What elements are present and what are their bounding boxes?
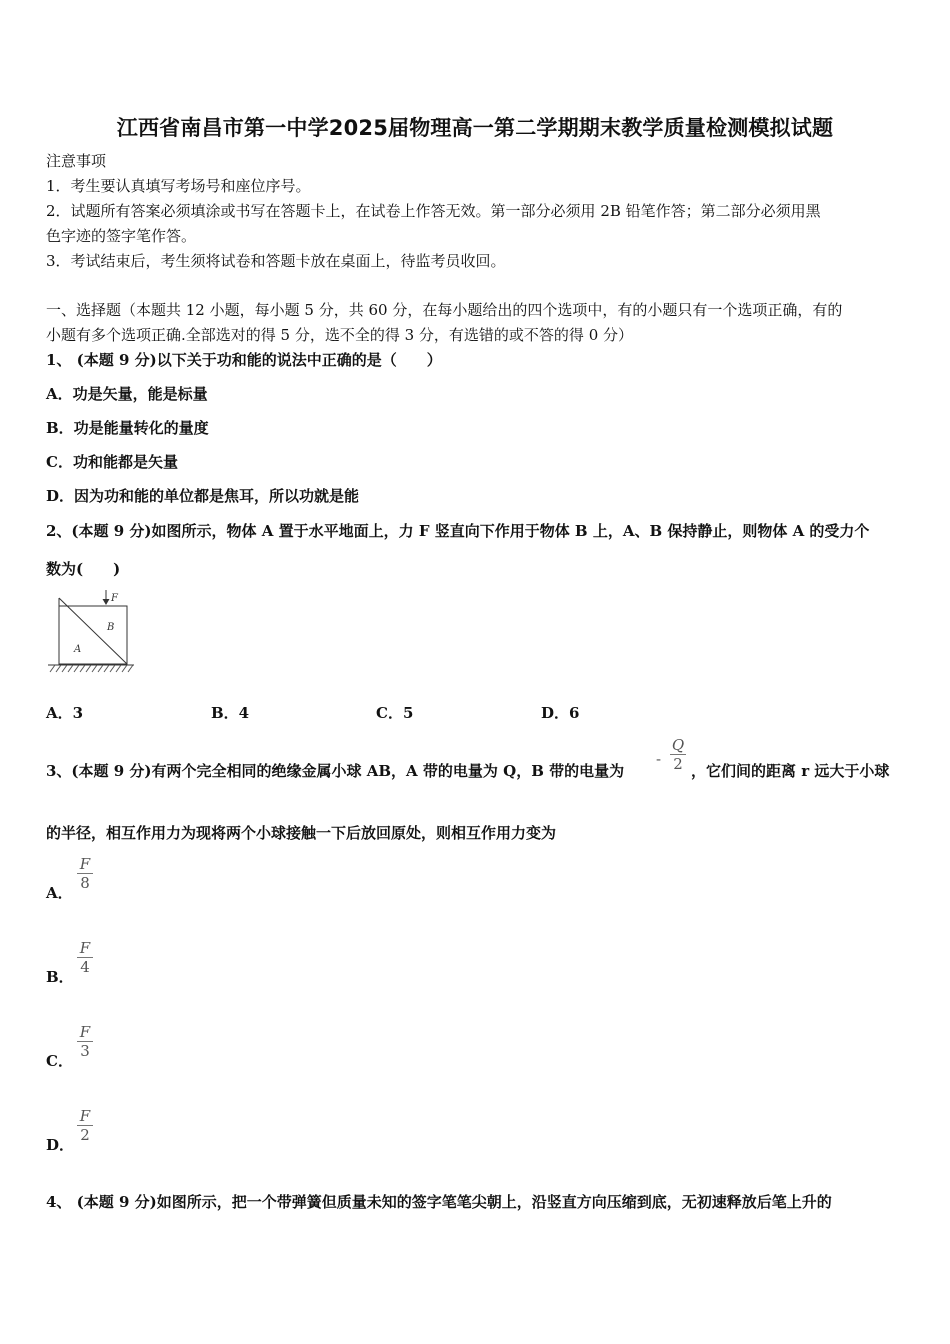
q3-option-d-fraction xyxy=(75,1107,95,1144)
q3-option-b-letter: B． xyxy=(46,968,74,986)
question-3-stem: 3、(本题 9 分)有两个完全相同的绝缘金属小球 AB，A 带的电量为 Q，B 带的电量为 xyxy=(46,762,625,780)
notice-heading: 注意事项 xyxy=(46,152,107,170)
q2-option-b: B．4 xyxy=(211,704,250,722)
page-title: 江西省南昌市第一中学2025届物理高一第二学期期末教学质量检测模拟试题 xyxy=(116,116,834,140)
block-outline xyxy=(59,606,127,664)
question-2-stem: 2、(本题 9 分)如图所示，物体 A 置于水平地面上，力 F 竖直向下作用于物体 B 上，A、B 保持静止，则物体 A 的受力个 xyxy=(46,522,870,540)
notice-item: 3．考试结束后，考生须将试卷和答题卡放在桌面上，待监考员收回。 xyxy=(46,252,506,270)
fraction-numerator: F xyxy=(79,1107,91,1125)
question-2-stem-cont: 数为( ) xyxy=(46,560,121,578)
charge-denominator: 2 xyxy=(673,755,683,773)
q1-option-d: D．因为功和能的单位都是焦耳，所以功就是能 xyxy=(46,487,360,505)
section-heading: 一、选择题（本题共 12 小题，每小题 5 分，共 60 分，在每小题给出的四个选项中，有的小题只有一个选项正确，有的 xyxy=(46,301,843,319)
fraction-denominator: 4 xyxy=(80,958,90,976)
notice-item: 1．考生要认真填写考场号和座位序号。 xyxy=(46,177,311,195)
charge-sign: - xyxy=(656,750,662,768)
question-3-stem-tail: ，它们间的距离 r 远大于小球 xyxy=(691,762,890,780)
q3-option-d-letter: D． xyxy=(46,1136,75,1154)
charge-numerator: Q xyxy=(671,736,685,754)
q3-option-c-letter: C． xyxy=(46,1052,73,1070)
q2-option-a: A．3 xyxy=(46,704,84,722)
section-heading: 小题有多个选项正确.全部选对的得 5 分，选不全的得 3 分，有选错的或不答的得 0 分） xyxy=(46,326,634,344)
q2-option-c: C．5 xyxy=(376,704,414,722)
fraction-numerator: F xyxy=(79,1023,91,1041)
force-label: F xyxy=(111,593,118,604)
q2-option-d: D．6 xyxy=(541,704,580,722)
q3-option-c-fraction xyxy=(75,1023,95,1060)
fraction-numerator: F xyxy=(79,855,91,873)
fraction-numerator: F xyxy=(79,939,91,957)
q1-option-a: A．功是矢量，能是标量 xyxy=(46,385,208,403)
notice-item: 色字迹的签字笔作答。 xyxy=(46,227,197,245)
question-4-stem: 4、 (本题 9 分)如图所示，把一个带弹簧但质量未知的签字笔笔尖朝上，沿竖直方向压缩到底，无初速释放后笔上升的 xyxy=(46,1193,832,1211)
charge-fraction xyxy=(668,736,688,773)
q3-option-a-fraction xyxy=(75,855,95,892)
q1-option-c: C．功和能都是矢量 xyxy=(46,453,178,471)
force-arrowhead xyxy=(103,599,110,605)
q3-option-b-fraction xyxy=(75,939,95,976)
fraction-denominator: 3 xyxy=(80,1042,90,1060)
question-1-stem: 1、 (本题 9 分)以下关于功和能的说法中正确的是（ ） xyxy=(46,351,442,369)
force-diagram xyxy=(44,588,138,676)
fraction-denominator: 2 xyxy=(80,1126,90,1144)
block-a-label: A xyxy=(74,644,82,655)
ground-hatching xyxy=(50,665,133,672)
q3-option-a-letter: A． xyxy=(46,884,73,902)
notice-item: 2．试题所有答案必须填涂或书写在答题卡上，在试卷上作答无效。第一部分必须用 2B 铅笔作答；第二部分必须用黑 xyxy=(46,202,821,220)
block-divider xyxy=(59,598,127,664)
block-b-label: B xyxy=(107,622,115,633)
q1-option-b: B．功是能量转化的量度 xyxy=(46,419,209,437)
question-3-stem-cont: 的半径，相互作用力为现将两个小球接触一下后放回原处，则相互作用力变为 xyxy=(46,824,557,842)
fraction-denominator: 8 xyxy=(80,874,90,892)
